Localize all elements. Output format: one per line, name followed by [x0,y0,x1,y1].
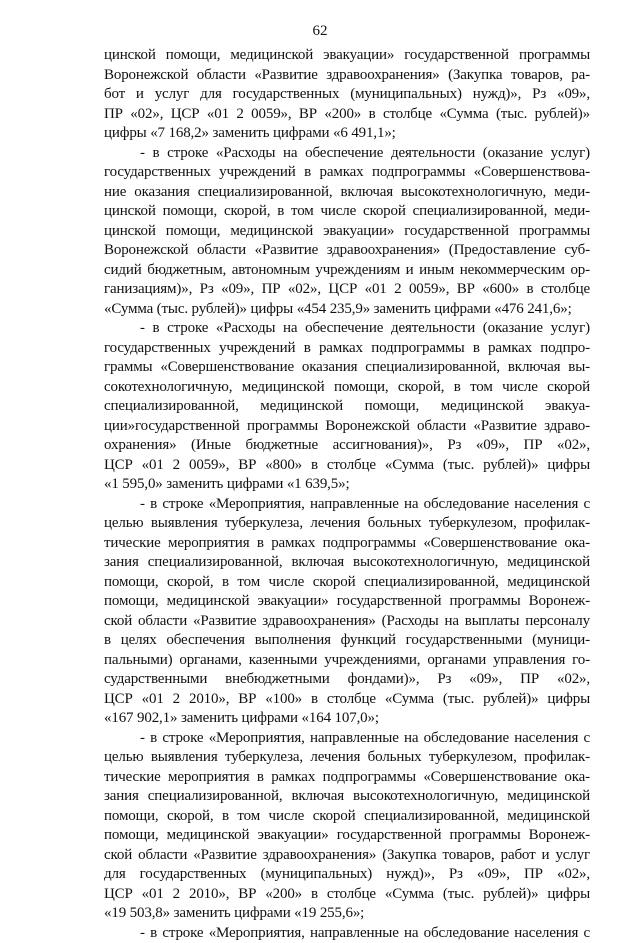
text-line: в целях обеспечения выполнения функций государственными (муници- [104,631,590,651]
text-line: сокотехнологичную, медицинской помощи, скорой, в том числе скорой [104,378,590,398]
text-line: цинской помощи, медицинской эвакуации» государственной программы [104,222,590,242]
text-line: ЦСР «01 2 2010», ВР «100» в столбце «Сумма (тыс. рублей)» цифры [104,690,590,710]
text-line: целью выявления туберкулеза, лечения больных туберкулезом, профилак- [104,514,590,534]
text-line: для государственных (муниципальных) нужд)», Рз «09», ПР «02», [104,865,590,885]
text-line: государственных учреждений в рамках подпрограммы «Совершенствова- [104,163,590,183]
text-line: цифры «7 168,2» заменить цифрами «6 491,1»; [104,124,590,144]
paragraph-first-line: - в строке «Мероприятия, направленные на обследование населения с [104,495,590,515]
paragraph-first-line: - в строке «Расходы на обеспечение деятельности (оказание услуг) [104,144,590,164]
text-line: тические мероприятия в рамках подпрограммы «Совершенствование ока- [104,768,590,788]
text-line: ние оказания специализированной, включая высокотехнологичную, меди- [104,183,590,203]
text-line: зания специализированной, включая высокотехнологичную, медицинской [104,553,590,573]
text-line: ской области «Развитие здравоохранения» (Расходы на выплаты персоналу [104,612,590,632]
text-line: помощи, скорой, в том числе скорой специализированной, медицинской [104,573,590,593]
text-line: тические мероприятия в рамках подпрограммы «Совершенствование ока- [104,534,590,554]
text-line: граммы «Совершенствование оказания специализированной, включая вы- [104,358,590,378]
text-line: помощи, медицинской эвакуации» государственной программы Воронеж- [104,826,590,846]
text-line: ЦСР «01 2 0059», ВР «800» в столбце «Сумма (тыс. рублей)» цифры [104,456,590,476]
text-line: Воронежской области «Развитие здравоохранения» (Закупка товаров, ра- [104,66,590,86]
page-number: 62 [0,22,640,40]
text-line: Воронежской области «Развитие здравоохранения» (Предоставление суб- [104,241,590,261]
text-line: сударственными внебюджетными фондами)», Рз «09», ПР «02», [104,670,590,690]
text-line: ганизациям)», Рз «09», ПР «02», ЦСР «01 2 0059», ВР «600» в столбце [104,280,590,300]
text-line: зания специализированной, включая высокотехнологичную, медицинской [104,787,590,807]
text-line: помощи, скорой, в том числе скорой специализированной, медицинской [104,807,590,827]
text-line: «1 595,0» заменить цифрами «1 639,5»; [104,475,590,495]
text-line: ПР «02», ЦСР «01 2 0059», ВР «200» в столбце «Сумма (тыс. рублей)» [104,105,590,125]
text-line: цинской помощи, медицинской эвакуации» государственной программы [104,46,590,66]
text-line: помощи, медицинской эвакуации» государственной программы Воронеж- [104,592,590,612]
text-line: пальными) органами, казенными учреждениями, органами управления го- [104,651,590,671]
document-body [104,46,590,943]
text-line: ской области «Развитие здравоохранения» (Закупка товаров, работ и услуг [104,846,590,866]
text-line: бот и услуг для государственных (муниципальных) нужд)», Рз «09», [104,85,590,105]
text-line: целью выявления туберкулеза, лечения больных туберкулезом, профилак- [104,748,590,768]
paragraph-first-line: - в строке «Мероприятия, направленные на обследование населения с [104,729,590,749]
text-line: «Сумма (тыс. рублей)» цифры «454 235,9» заменить цифрами «476 241,6»; [104,300,590,320]
text-line: ЦСР «01 2 2010», ВР «200» в столбце «Сумма (тыс. рублей)» цифры [104,885,590,905]
text-line: охранения» (Иные бюджетные ассигнования)», Рз «09», ПР «02», [104,436,590,456]
text-line: ции»государственной программы Воронежской области «Развитие здраво- [104,417,590,437]
text-line: «19 503,8» заменить цифрами «19 255,6»; [104,904,590,924]
text-line: специализированной, медицинской помощи, медицинской эвакуа- [104,397,590,417]
text-line: цинской помощи, скорой, в том числе скорой специализированной, меди- [104,202,590,222]
text-line: «167 902,1» заменить цифрами «164 107,0»; [104,709,590,729]
paragraph-first-line: - в строке «Расходы на обеспечение деятельности (оказание услуг) [104,319,590,339]
text-line: сидий бюджетным, автономным учреждениям и иным некоммерческим ор- [104,261,590,281]
text-line: государственных учреждений в рамках подпрограммы в рамках подпро- [104,339,590,359]
paragraph-first-line: - в строке «Мероприятия, направленные на обследование населения с [104,924,590,943]
